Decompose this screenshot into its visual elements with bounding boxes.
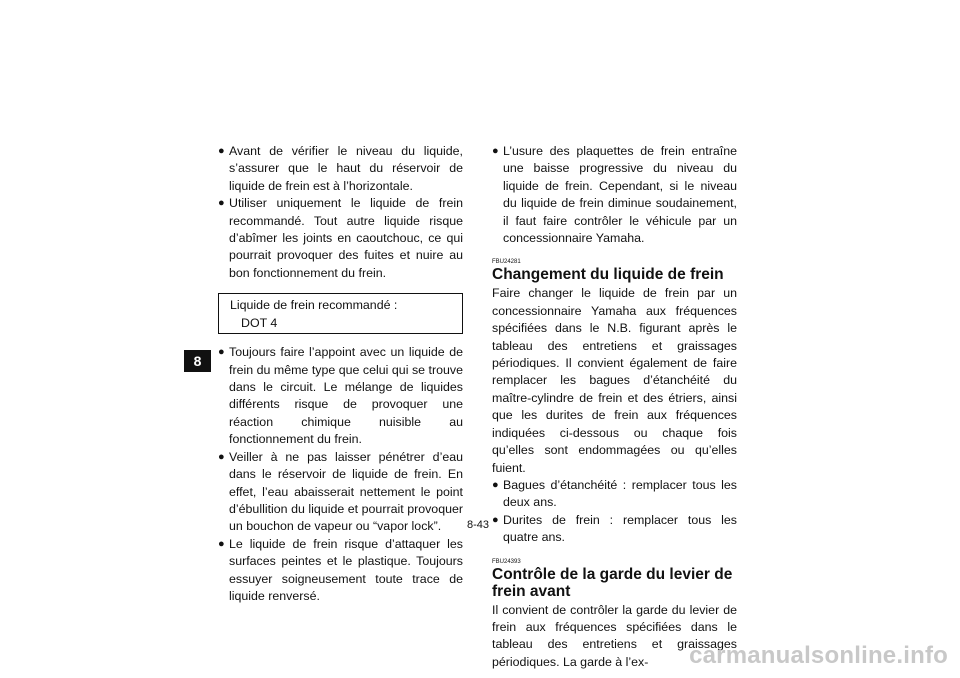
left-column [218,143,463,605]
section-code: FBU24281 [492,259,521,266]
bullet-icon: ● [218,450,225,463]
section-body: Il convient de contrôler la garde du levier de frein aux fréquences spécifiées dans le tableau des entretiens et graissages périodiques. La garde à l’ex- [492,602,737,669]
bullet-text: L’usure des plaquettes de frein entraîne une baisse progressive du niveau du liquide de frein. Cependant, si le niveau du liquide de frein diminue soudainement, il faut faire contrôler le véhicule par un concessionnaire Yamaha. [503,144,737,246]
section-code: FBU24393 [492,558,521,565]
bullet-text: Toujours faire l’appoint avec un liquide de frein du même type que celui qui se trouve dans le circuit. Le mélange de liquides différents risque de provoquer une réaction chimique nuisible au fonctionnement du frein. [229,345,463,447]
section-body: Faire changer le liquide de frein par un concessionnaire Yamaha aux fréquences spécifiées dans le N.B. figurant après le tableau des entretiens et graissages périodiques. Il convient également de faire remplacer les bagues d’étanchéité du maître-cylindre de frein et des étriers, ainsi que les durites de frein aux fréquences indiquées ci-dessous ou chaque fois qu’elles sont endommagées ou qu’elles fuient. [492,286,737,475]
right-column [492,143,737,671]
chapter-tab: 8 [184,350,211,372]
bullet-icon: ● [492,513,499,526]
list-item [492,477,737,512]
spec-label: Liquide de frein recommandé : [230,298,398,313]
section-heading: Changement du liquide de frein [492,266,724,284]
list-item [218,344,463,448]
bullet-icon: ● [218,197,225,210]
bullet-icon: ● [218,537,225,550]
bullet-text: Le liquide de frein risque d’attaquer les surfaces peintes et le plastique. Toujours essuyer soigneusement toute trace de liquide renversé. [229,536,463,603]
bullet-icon: ● [492,145,499,157]
bullet-icon: ● [492,478,499,491]
section-heading: Contrôle de la garde du levier de frein avant [492,565,733,600]
bullet-text: Utiliser uniquement le liquide de frein recommandé. Tout autre liquide risque d’abîmer les joints en caoutchouc, ce qui pourrait provoquer des fuites et nuire au bon fonctionnement du frein. [229,196,463,280]
list-item [492,512,737,547]
list-item [218,195,463,282]
list-item [218,143,463,195]
watermark: carmanualsonline.info [689,642,948,669]
bullet-text: Avant de vérifier le niveau du liquide, s’assurer que le haut du réservoir de liquide de frein est à l’horizontale. [229,144,463,193]
bullet-icon: ● [218,145,225,157]
bullet-text: Durites de frein : remplacer tous les quatre ans. [503,512,737,545]
bullet-text: Veiller à ne pas laisser pénétrer d’eau dans le réservoir de liquide de frein. En effet, l’eau abaisserait nettement le point d’ébullition du liquide et pourrait provoquer un bouchon de vapeur ou “vapor lock”. [229,449,463,534]
list-item [218,536,463,606]
spec-value: DOT 4 [241,315,278,330]
list-item [218,449,463,536]
bullet-text: Bagues d’étanchéité : remplacer tous les deux ans. [503,477,737,510]
list-item [492,143,737,247]
spec-box [218,293,463,334]
page-number: 8-43 [467,519,490,531]
bullet-icon: ● [218,346,225,359]
